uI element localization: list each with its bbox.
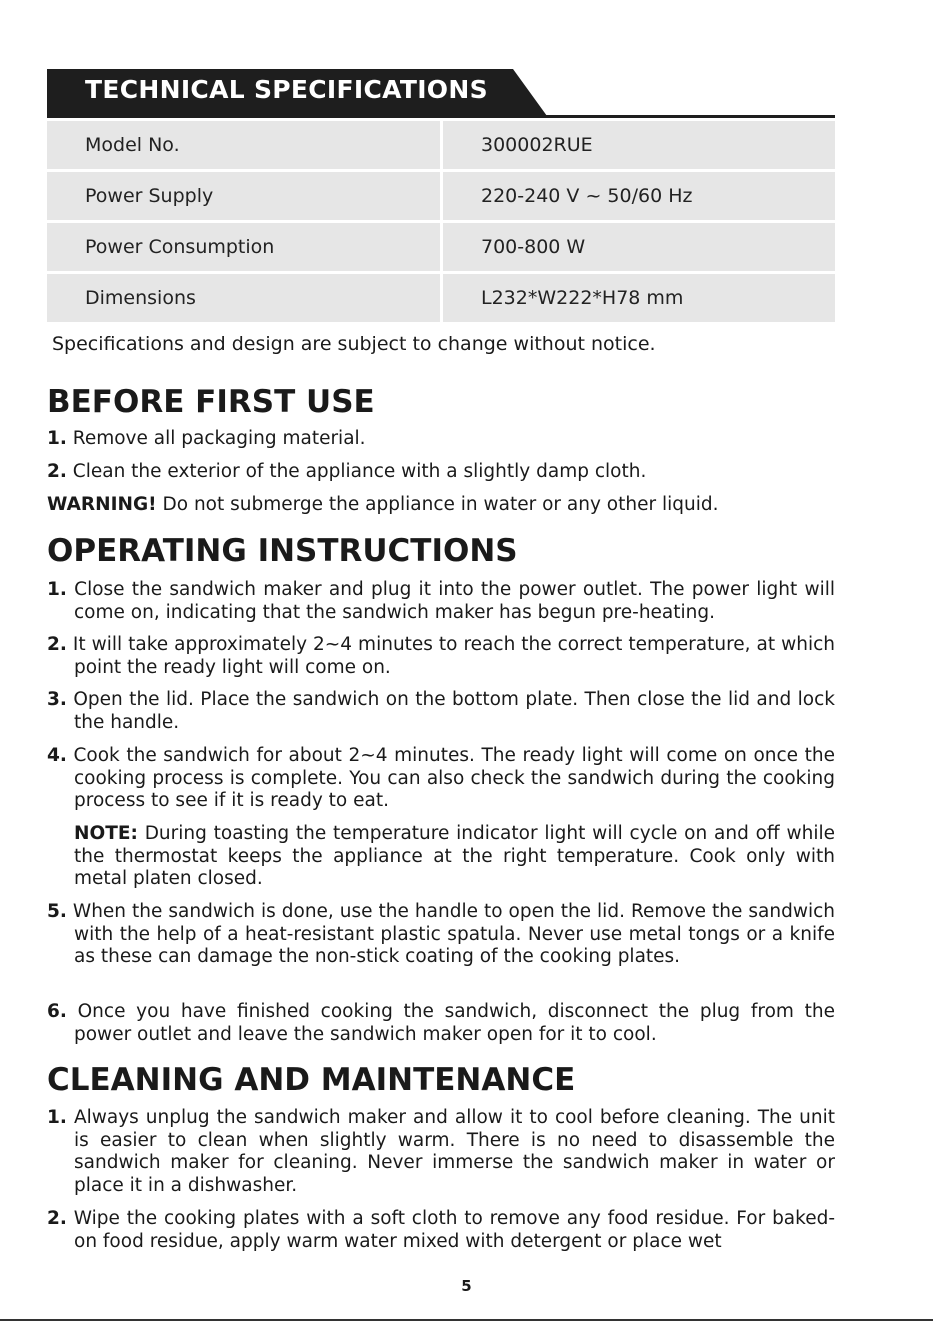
note-text: During toasting the temperature indicator light will cycle on and off while the thermostat keeps the appliance at the right temperature. Cook only with metal platen closed. <box>74 823 835 889</box>
banner-underline <box>47 115 835 118</box>
spec-value: 220-240 V ~ 50/60 Hz <box>443 172 835 220</box>
spec-title: TECHNICAL SPECIFICATIONS <box>85 75 488 104</box>
item-number: 2. <box>47 1208 67 1229</box>
before-first-use-heading: BEFORE FIRST USE <box>47 384 375 420</box>
warning-label: WARNING! <box>47 494 157 515</box>
item-number: 5. <box>47 901 67 922</box>
item-text: When the sandwich is done, use the handle to open the lid. Remove the sandwich with the help of a heat-resistant plastic spatula. Never use metal tongs or a knife as these can damage the non-stick coating of the cooking plates. <box>72 901 835 967</box>
list-item <box>47 1208 835 1253</box>
item-text: Once you have finished cooking the sandwich, disconnect the plug from the power outlet and leave the sandwich maker open for it to cool. <box>74 1001 835 1045</box>
list-item <box>47 461 835 484</box>
item-number: 1. <box>47 428 67 449</box>
spec-value: 300002RUE <box>443 121 835 169</box>
list-item <box>47 745 835 813</box>
spec-label: Power Consumption <box>47 223 440 271</box>
cleaning-heading: CLEANING AND MAINTENANCE <box>47 1062 576 1098</box>
bottom-rule <box>0 1319 933 1321</box>
item-text: Remove all packaging material. <box>72 428 366 449</box>
note-label: NOTE: <box>74 823 138 844</box>
list-item <box>47 634 835 679</box>
list-item <box>47 689 835 734</box>
spec-row <box>47 223 835 271</box>
item-text: Open the lid. Place the sandwich on the bottom plate. Then close the lid and lock the handle. <box>73 689 835 733</box>
item-number: 1. <box>47 1107 67 1128</box>
spec-value: L232*W222*H78 mm <box>443 274 835 322</box>
item-text: Clean the exterior of the appliance with a slightly damp cloth. <box>72 461 647 482</box>
spec-banner <box>47 69 835 119</box>
item-number: 4. <box>47 745 67 766</box>
item-text: Always unplug the sandwich maker and allow it to cool before cleaning. The unit is easier to clean when slightly warm. There is no need to disassemble the sandwich maker for cleaning. Never immerse the sandwich maker in water or place it in a dishwasher. <box>73 1107 835 1196</box>
warning-line <box>47 494 835 517</box>
list-item <box>47 428 835 451</box>
item-number: 3. <box>47 689 67 710</box>
page-number: 5 <box>461 1277 472 1295</box>
list-item <box>47 901 835 969</box>
item-number: 2. <box>47 634 67 655</box>
spec-note: Specifications and design are subject to change without notice. <box>52 333 656 355</box>
spec-label: Dimensions <box>47 274 440 322</box>
spec-label: Power Supply <box>47 172 440 220</box>
note-paragraph <box>47 823 835 891</box>
spec-row <box>47 274 835 322</box>
list-item <box>47 579 835 624</box>
spec-row <box>47 121 835 169</box>
item-text: Cook the sandwich for about 2~4 minutes. The ready light will come on once the cooking process is complete. You can also check the sandwich during the cooking process to see if it is ready to eat. <box>73 745 835 811</box>
item-number: 1. <box>47 579 67 600</box>
spec-row <box>47 172 835 220</box>
item-text: It will take approximately 2~4 minutes to reach the correct temperature, at which point the ready light will come on. <box>72 634 835 678</box>
item-text: Wipe the cooking plates with a soft cloth to remove any food residue. For baked-on food residue, apply warm water mixed with detergent or place wet <box>73 1208 835 1252</box>
spec-value: 700-800 W <box>443 223 835 271</box>
list-item <box>47 1001 835 1046</box>
item-text: Close the sandwich maker and plug it into the power outlet. The power light will come on, indicating that the sandwich maker has begun pre-heating. <box>74 579 835 623</box>
warning-text: Do not submerge the appliance in water or any other liquid. <box>162 494 719 515</box>
spec-table <box>47 121 835 325</box>
spec-label: Model No. <box>47 121 440 169</box>
item-number: 2. <box>47 461 67 482</box>
operating-heading: OPERATING INSTRUCTIONS <box>47 533 518 569</box>
list-item <box>47 1107 835 1197</box>
item-number: 6. <box>47 1001 67 1022</box>
